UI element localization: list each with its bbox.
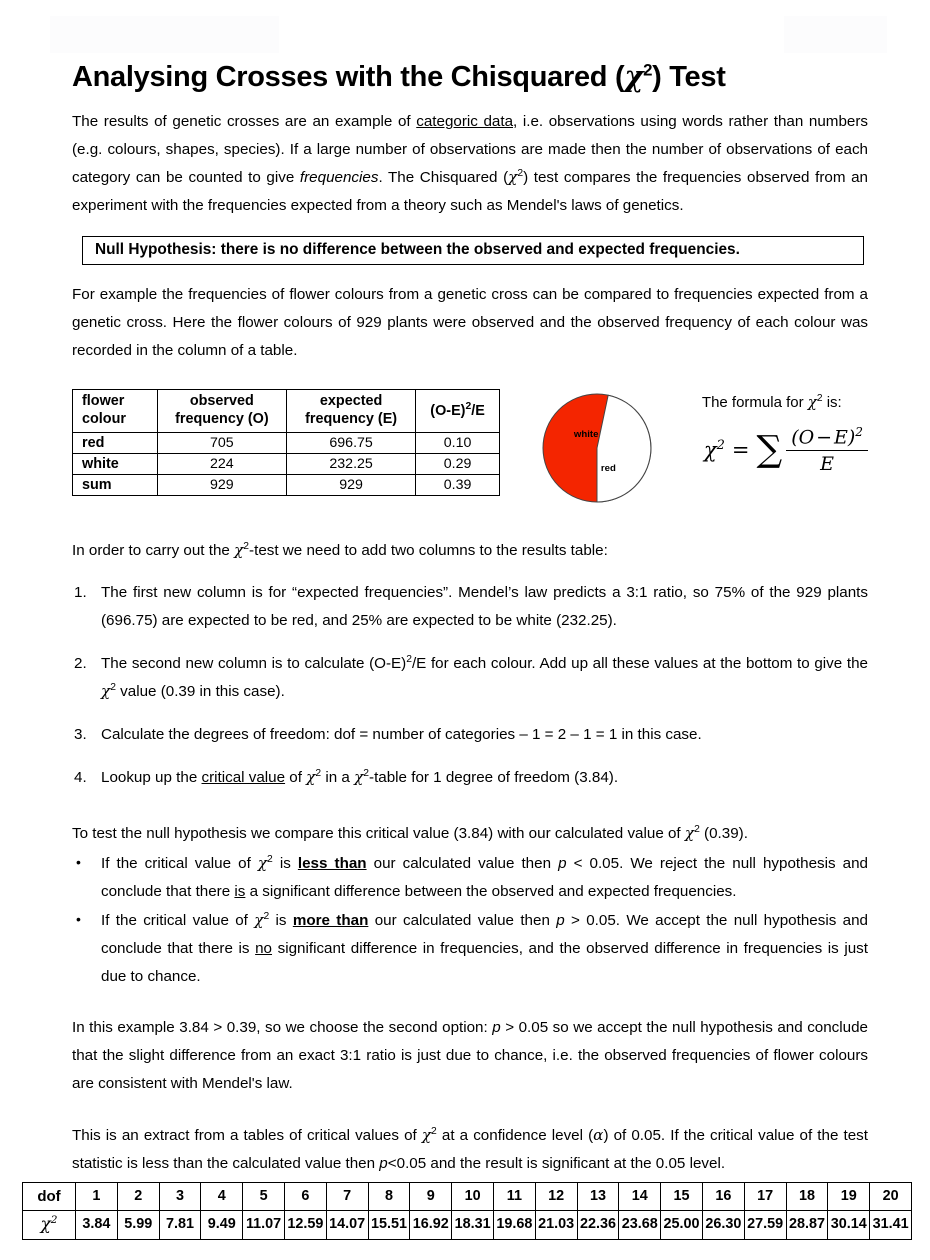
conclusion-p-symbol: p [492,1019,501,1037]
intro-text-a: The results of genetic crosses are an example of [72,113,417,131]
cell-label-sum: sum [73,475,158,496]
dof-cell: 11 [493,1183,535,1211]
table-and-chart-row [72,389,868,505]
item2-b: /E for each colour. Add up all these values at the bottom to give the [411,655,868,673]
list-item: The first new column is for “expected frequencies”. Mendel’s law predicts a 3:1 ratio, so 75% of the 929 plants (696.75) are expected to be red, and 25% are expected to be white (232.25). [101,584,868,630]
list-item [72,650,868,706]
dof-cell: 3 [159,1183,201,1211]
categoric-data-link[interactable]: categoric data [416,113,514,131]
chi-value-cell: 18.31 [452,1211,494,1240]
cell-oe2e-sum: 0.39 [416,475,500,496]
spacer [72,1100,868,1122]
critical-values-table-wrap [22,1182,912,1240]
header-placeholder-right [784,16,887,53]
crit-chi-sup: 2 [50,1214,58,1226]
formula-caption-sup: 2 [816,393,823,405]
comparison-bullets [72,850,868,991]
cell-observed-white: 224 [157,454,286,475]
critical-values-table [22,1182,912,1240]
procedure-lead-a: In order to carry out the [72,542,235,560]
item4-a: Lookup up the [101,769,202,787]
comparison-lead [72,820,868,848]
chi-value-cell: 31.41 [870,1211,912,1240]
pie-label-white: white [573,429,599,441]
header-oe2e [416,390,500,433]
chi-value-cell: 12.59 [284,1211,326,1240]
header-frequency-e: frequency (E) [305,410,398,427]
critical-table-body [23,1183,912,1240]
table-row [73,433,500,454]
dof-cell: 20 [870,1183,912,1211]
b2-a: If the critical value of [101,912,255,930]
intro-paragraph [72,108,868,220]
formula-chi-sup: 2 [716,437,725,453]
header-observed: observed [189,393,254,410]
header-oe-close: /E [471,402,485,419]
dof-cell: 9 [410,1183,452,1211]
item4-chi2-sup: 2 [363,768,370,780]
page-title [72,60,868,94]
chi-value-cell: 3.84 [76,1211,118,1240]
dof-cell: 6 [284,1183,326,1211]
num-minus: − [816,426,833,449]
header-expected: expected [319,393,383,410]
dof-cell: 1 [76,1183,118,1211]
b1-chi: χ [257,854,268,873]
header-flower-colour [73,390,158,433]
pie-chart [538,391,656,505]
formula-caption-b: is: [822,394,842,412]
comparison-lead-sup: 2 [694,824,700,836]
item2-chi-sup: 2 [110,682,116,694]
extract-a: This is an extract from a tables of critical values of [72,1127,422,1145]
pie-chart-svg [538,391,656,505]
header-expected-frequency [286,390,415,433]
dof-cell: 7 [326,1183,368,1211]
item2-c: value (0.39 in this case). [115,683,285,701]
alpha-symbol: α [593,1126,604,1145]
critical-value-link[interactable]: critical value [201,769,286,787]
b1-chi-sup: 2 [267,854,273,866]
b1-emphasis-is: is [234,883,246,901]
conclusion-a: In this example 3.84 > 0.39, so we choose the second option: [72,1019,493,1037]
intro-text-b: , i.e. observations using words rather than numbers (e.g. colours, shapes, species). If a large number of observations are made then the number of observations of each category can be counted to give [72,113,868,187]
table-row-chi [23,1211,912,1240]
cell-oe2e-red: 0.10 [416,433,500,454]
formula-caption-a: The formula for [701,394,808,412]
pie-slice-white [597,395,651,502]
document-content [72,60,868,1180]
data-table-head [73,390,500,433]
spacer [72,992,868,1014]
cell-observed-sum: 929 [157,475,286,496]
formula-denominator: E [820,452,835,475]
title-suffix: ) Test [652,61,726,93]
title-chi-symbol: χ [624,59,644,93]
procedure-list [72,579,868,792]
b1-a: If the critical value of [101,855,258,873]
b2-c: our calculated value then [368,912,557,930]
critical-row-header-dof: dof [23,1183,76,1211]
chi-value-cell: 27.59 [744,1211,786,1240]
item2-a: The second new column is to calculate (O-E) [101,655,407,673]
cell-expected-sum: 929 [286,475,415,496]
formula-caption-chi: χ [807,393,817,412]
header-observed-frequency [157,390,286,433]
null-hypothesis-wrap [72,236,868,265]
dof-cell: 10 [452,1183,494,1211]
procedure-lead [72,537,868,565]
item4-chi2: χ [354,768,364,787]
frequency-data-table [72,389,500,496]
cell-expected-red: 696.75 [286,433,415,454]
item4-d: -table for 1 degree of freedom (3.84). [369,769,619,787]
comparison-lead-b: (0.39). [699,825,748,843]
list-item [72,907,868,991]
formula-block [698,393,868,474]
intro-text-d: ) test compares the frequencies observed from an experiment with the frequencies expected from a theory such as Mendel's laws of genetics. [72,169,868,215]
dof-cell: 5 [243,1183,285,1211]
item4-c: in a [321,769,355,787]
header-oe-sup: 2 [465,401,472,413]
header-colour: colour [82,410,126,427]
crit-chi-glyph: χ [40,1214,51,1235]
frequencies-emphasis: frequencies [299,169,379,187]
conclusion-paragraph [72,1014,868,1098]
chi-value-cell: 14.07 [326,1211,368,1240]
header-placeholder-left [50,16,279,53]
item4-chi-sup: 2 [315,768,322,780]
formula-equals: = [731,437,750,462]
b2-chi-sup: 2 [263,911,270,923]
dof-cell: 19 [828,1183,870,1211]
num-close-paren: ) [847,426,856,449]
dof-cell: 16 [702,1183,744,1211]
b2-e: significant difference in frequencies, and the observed difference in frequencies is just due to chance. [101,940,868,986]
header-frequency-o: frequency (O) [175,410,269,427]
b1-d: < 0.05. We reject the null hypothesis and conclude that there [101,855,868,901]
chi-value-cell: 25.00 [661,1211,703,1240]
b2-b: is [269,912,293,930]
chi-value-cell: 26.30 [702,1211,744,1240]
critical-row-header-chi [23,1211,76,1240]
cell-label-red: red [73,433,158,454]
b1-b: is [272,855,298,873]
chi-value-cell: 5.99 [117,1211,159,1240]
b2-chi: χ [254,911,264,930]
b2-p-symbol: p [556,912,565,930]
extract-chi-sup: 2 [431,1126,437,1138]
b1-e: a significant difference between the observed and expected frequencies. [245,883,737,901]
extract-note-paragraph [72,1122,868,1178]
item4-chi: χ [306,768,316,787]
extract-b: at a confidence level ( [436,1127,594,1145]
procedure-lead-sup: 2 [243,541,250,553]
item2-chi: χ [101,682,111,701]
formula-numerator [786,425,868,450]
chi-value-cell: 28.87 [786,1211,828,1240]
dof-cell: 2 [117,1183,159,1211]
conclusion-b: > 0.05 so we accept the null hypothesis and conclude that the slight difference from an exact 3:1 ratio is just due to chance, i.e. the observed frequencies of flower colours are consistent with Mendel's law. [72,1019,868,1093]
num-e: E [833,426,848,449]
cell-oe2e-white: 0.29 [416,454,500,475]
intro-text-c: . The Chisquared ( [378,169,509,187]
dof-cell: 17 [744,1183,786,1211]
chi-value-cell: 19.68 [493,1211,535,1240]
extract-p-symbol: p [379,1155,388,1173]
spacer [72,515,868,537]
title-prefix: Analysing Crosses with the Chisquared ( [72,61,625,93]
extract-d: <0.05 and the result is significant at the 0.05 level. [387,1155,726,1173]
header-oe-open: (O-E) [430,402,466,419]
chi-value-cell: 23.68 [619,1211,661,1240]
b2-emphasis-no: no [255,940,273,958]
data-table-header-row [73,390,500,433]
cell-observed-red: 705 [157,433,286,454]
dof-cell: 18 [786,1183,828,1211]
list-item [72,764,868,792]
chi-value-cell: 15.51 [368,1211,410,1240]
b1-p-symbol: p [558,855,567,873]
num-sup: 2 [855,425,863,440]
summation-icon: ∑ [756,428,783,470]
extract-c: ) of 0.05. If the critical value of the test statistic is less than the calculated value then [72,1127,868,1173]
num-open-paren: ( [791,426,799,449]
title-superscript: 2 [643,60,653,80]
example-paragraph: For example the frequencies of flower colours from a genetic cross can be compared to frequencies expected from a genetic cross. Here the flower colours of 929 plants were observed and the observed frequency of each colour was recorded in the column of a table. [72,286,868,360]
cell-expected-white: 232.25 [286,454,415,475]
b1-c: our calculated value then [366,855,559,873]
header-flower: flower [82,393,125,410]
data-table-body [73,433,500,496]
spacer [72,807,868,820]
chi-value-cell: 11.07 [243,1211,285,1240]
cell-label-white: white [73,454,158,475]
chi-value-cell: 30.14 [828,1211,870,1240]
table-row-sum [73,475,500,496]
chi-value-cell: 16.92 [410,1211,452,1240]
extract-chi: χ [421,1126,432,1145]
dof-cell: 13 [577,1183,619,1211]
dof-cell: 4 [201,1183,243,1211]
formula-chi [704,438,725,462]
item2-sup: 2 [406,654,412,666]
list-item [72,850,868,906]
dof-cell: 14 [619,1183,661,1211]
chi-value-cell: 22.36 [577,1211,619,1240]
comparison-lead-a: To test the null hypothesis we compare this critical value (3.84) with our calculated value of [72,825,685,843]
table-row-dof [23,1183,912,1211]
item4-b: of [285,769,307,787]
table-row [73,454,500,475]
dof-cell: 8 [368,1183,410,1211]
procedure-lead-b: -test we need to add two columns to the results table: [249,542,608,560]
dof-cell: 15 [661,1183,703,1211]
procedure-lead-chi: χ [234,541,244,560]
formula-fraction [786,425,868,474]
chi-value-cell: 21.03 [535,1211,577,1240]
formula-caption [702,393,868,411]
comparison-lead-chi: χ [684,824,695,843]
num-o: O [798,426,815,449]
chi-squared-formula [704,425,868,474]
b2-emphasis-more-than: more than [292,912,369,930]
b2-d: > 0.05. We accept the null hypothesis and conclude that there is [101,912,868,958]
chi-value-cell: 7.81 [159,1211,201,1240]
pie-label-red: red [600,463,616,475]
formula-chi-glyph: χ [703,437,717,462]
dof-cell: 12 [535,1183,577,1211]
chi-superscript: 2 [517,168,524,180]
list-item: Calculate the degrees of freedom: dof = number of categories – 1 = 2 – 1 = 1 in this case. [101,726,702,744]
b1-emphasis-less-than: less than [297,855,367,873]
chi-symbol: χ [508,168,518,187]
null-hypothesis-box: Null Hypothesis: there is no difference between the observed and expected frequencies. [82,236,864,265]
chi-value-cell: 9.49 [201,1211,243,1240]
